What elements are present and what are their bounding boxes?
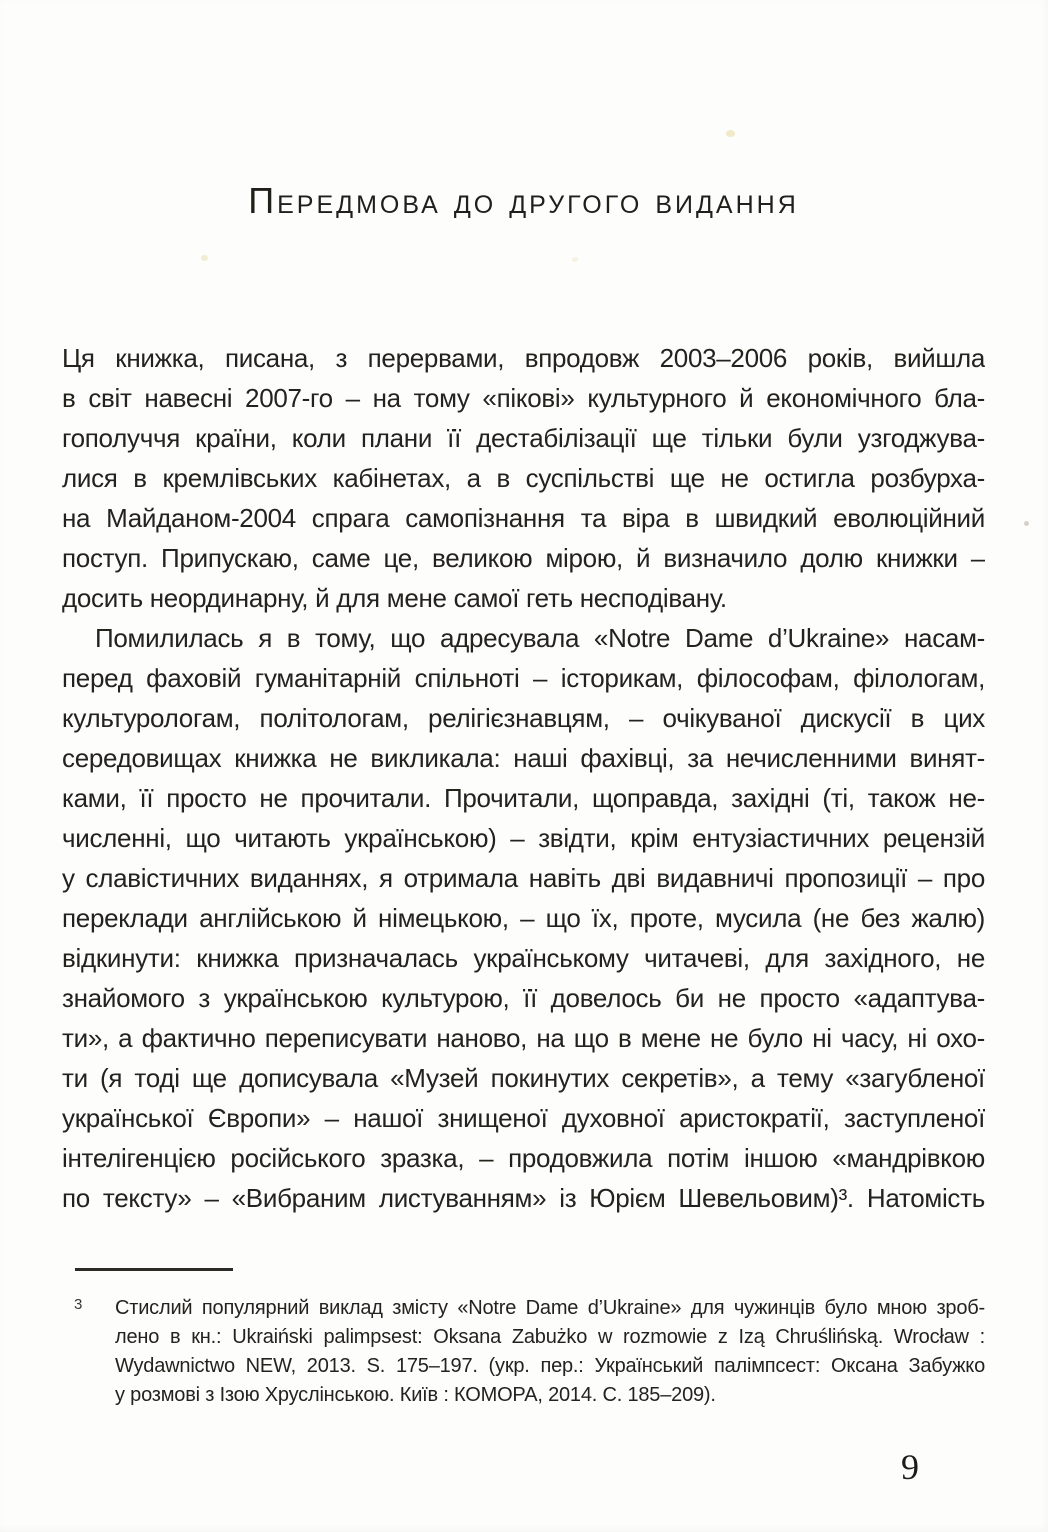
scan-speck <box>201 255 208 261</box>
scan-speck <box>726 130 735 137</box>
body-line: на Майданом-2004 спрага самопізнання та віра в швидкий еволюційний <box>62 503 985 533</box>
paragraph-1 <box>62 338 985 618</box>
footnote-line: лено в кн.: Ukraiński palimpsest: Oksana Zabużko w rozmowie z Izą Chruślińską. Wrocław : <box>115 1326 985 1348</box>
scan-speck <box>572 257 578 262</box>
body-line: Помилилась я в тому, що адресувала «Notre Dame d’Ukraine» насам- <box>95 623 985 653</box>
body-line: перед фаховій гуманітарній спільноті – історикам, філософам, філологам, <box>62 663 985 693</box>
scan-speck <box>1024 521 1029 526</box>
body-line: Ця книжка, писана, з перервами, впродовж 2003–2006 років, вийшла <box>62 343 985 373</box>
body-line: переклади англійською й німецькою, – що їх, проте, мусила (не без жалю) <box>62 903 985 933</box>
body-line: ти», а фактично переписувати наново, на що в мене не було ні часу, ні охо- <box>62 1023 985 1053</box>
footnote-line: у розмові з Ізою Хруслінською. Київ : КОМОРА, 2014. С. 185–209). <box>115 1384 716 1406</box>
body-line: поступ. Припускаю, саме це, великою мірою, й визначило долю книжки – <box>62 543 985 573</box>
body-line: ти (я тоді ще дописувала «Музей покинутих секретів», а тему «загубленої <box>62 1063 985 1093</box>
paragraph-2 <box>62 618 985 1218</box>
body-line: знайомого з українською культурою, її довелось би не просто «адаптува- <box>62 983 985 1013</box>
page-number: 9 <box>901 1447 919 1487</box>
body-line: в світ навесні 2007-го – на тому «пікові» культурного й економічного бла- <box>62 383 985 413</box>
body-line: по тексту» – «Вибраним листуванням» із Юрієм Шевельовим)³. Натомість <box>62 1183 985 1213</box>
body-line: лися в кремлівських кабінетах, а в суспільстві ще не остигла розбурха- <box>62 463 985 493</box>
body-line: у славістичних виданнях, я отримала навіть дві видавничі пропозиції – про <box>62 863 985 893</box>
footnote-line: Стислий популярний виклад змісту «Notre Dame d’Ukraine» для чужинців було мною зроб- <box>115 1297 985 1319</box>
body-line: інтелігенцією російського зразка, – продовжила потім іншою «мандрівкою <box>62 1143 985 1173</box>
body-line: культурологам, політологам, релігієзнавцям, – очікуваної дискусії в цих <box>62 703 985 733</box>
body-line: гополуччя країни, коли плани її дестабілізації ще тільки були узгоджува- <box>62 423 985 453</box>
footnote-marker: 3 <box>74 1296 83 1313</box>
footnote-line: Wydawnictwo NEW, 2013. S. 175–197. (укр. пер.: Український палімпсест: Оксана Забужко <box>115 1355 985 1377</box>
chapter-heading: Передмова до другого видання <box>248 180 799 221</box>
body-line: відкинути: книжка призначалась українському читачеві, для західного, не <box>62 943 985 973</box>
body-line: ками, її просто не прочитали. Прочитали, щоправда, західні (ті, також не- <box>62 783 985 813</box>
footnote-separator <box>75 1268 233 1271</box>
footnote <box>115 1294 985 1410</box>
body-line: української Європи» – нашої знищеної духовної аристократії, заступленої <box>62 1103 985 1133</box>
body-text <box>62 338 985 1218</box>
body-line: досить неординарну, й для мене самої геть несподівану. <box>62 583 727 613</box>
body-line: численні, що читають українською) – звідти, крім ентузіастичних рецензій <box>62 823 985 853</box>
body-line: середовищах книжка не викликала: наші фахівці, за нечисленними винят- <box>62 743 985 773</box>
